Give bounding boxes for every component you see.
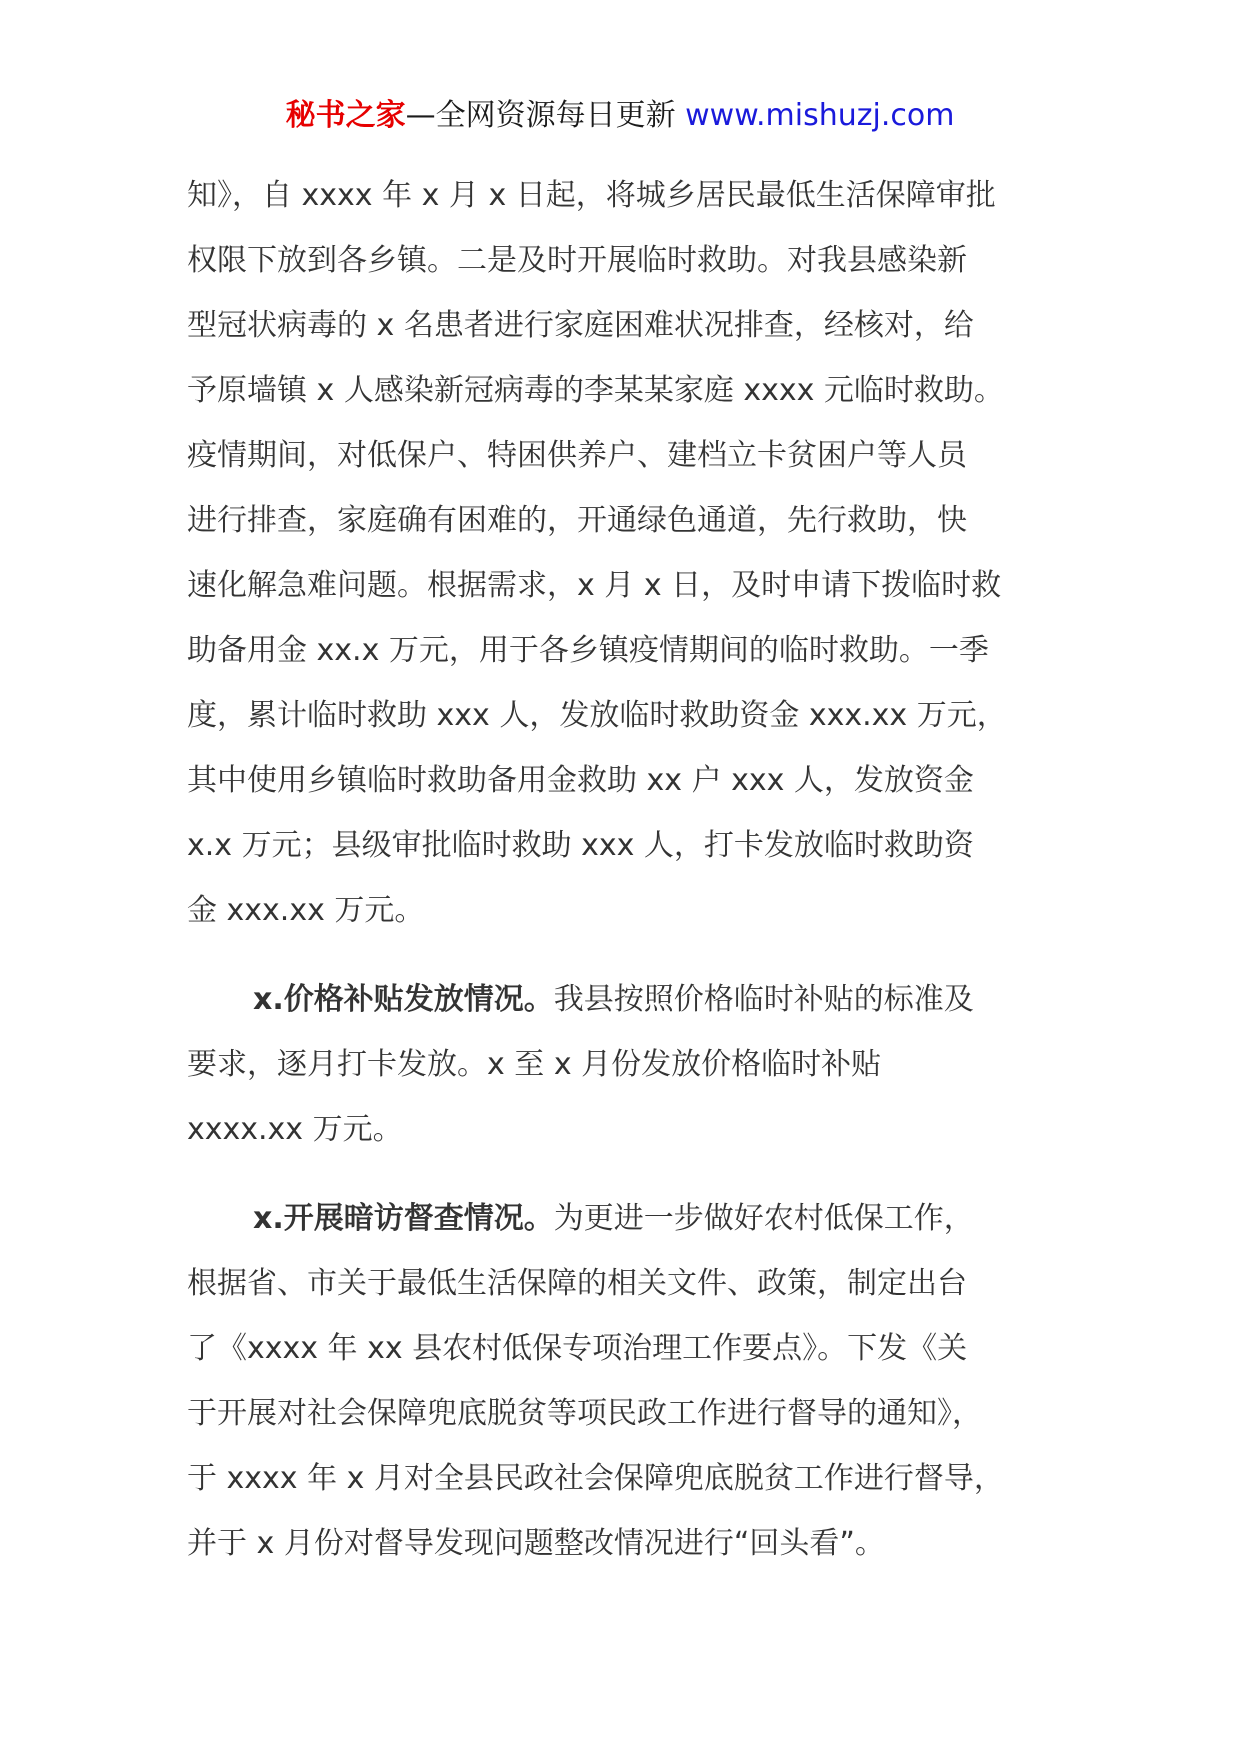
text-line: 予原墙镇 x 人感染新冠病毒的李某某家庭 xxxx 元临时救助。	[187, 373, 1004, 408]
text-line: 于开展对社会保障兜底脱贫等项民政工作进行督导的通知》，	[187, 1396, 982, 1431]
text-line: 了《xxxx 年 xx 县农村低保专项治理工作要点》。下发《关	[187, 1331, 968, 1366]
text-run: 为更进一步做好农村低保工作，	[553, 1201, 974, 1236]
text-line	[187, 1186, 1067, 1251]
text-line: 疫情期间，对低保户、特困供养户、建档立卡贫困户等人员	[187, 438, 967, 473]
text-line: 根据省、市关于最低生活保障的相关文件、政策，制定出台	[187, 1266, 967, 1301]
brand-name: 秘书之家	[285, 98, 406, 133]
paragraph-inspection	[187, 1186, 1067, 1576]
text-line: 并于 x 月份对督导发现问题整改情况进行“回头看”。	[187, 1526, 885, 1561]
paragraph-price-subsidy	[187, 967, 1067, 1162]
text-line: 助备用金 xx.x 万元，用于各乡镇疫情期间的临时救助。一季	[187, 633, 989, 668]
text-line: 于 xxxx 年 x 月对全县民政社会保障兜底脱贫工作进行督导，	[187, 1461, 1004, 1496]
text-line: 进行排查，家庭确有困难的，开通绿色通道，先行救助，快	[187, 503, 967, 538]
text-line: 金 xxx.xx 万元。	[187, 893, 425, 928]
text-line: x.x 万元；县级审批临时救助 xxx 人，打卡发放临时救助资	[187, 828, 974, 863]
text-line: 度，累计临时救助 xxx 人，发放临时救助资金 xxx.xx 万元，	[187, 698, 1007, 733]
text-line: 要求，逐月打卡发放。x 至 x 月份发放价格临时补贴	[187, 1047, 882, 1082]
page-header	[0, 96, 1240, 136]
text-line: 型冠状病毒的 x 名患者进行家庭困难状况排查，经核对，给	[187, 308, 974, 343]
site-url-link[interactable]: www.mishuzj.com	[685, 98, 955, 133]
text-line	[187, 967, 1067, 1032]
text-line: 权限下放到各乡镇。二是及时开展临时救助。对我县感染新	[187, 243, 967, 278]
text-line: 知》，自 xxxx 年 x 月 x 日起，将城乡居民最低生活保障审批	[187, 178, 996, 213]
header-slogan: —全网资源每日更新	[405, 98, 676, 133]
text-run: 我县按照价格临时补贴的标准及	[553, 982, 974, 1017]
text-line: xxxx.xx 万元。	[187, 1112, 403, 1147]
paragraph-relief	[187, 163, 1067, 943]
section-heading: x.开展暗访督查情况。	[253, 1201, 554, 1236]
text-line: 速化解急难问题。根据需求，x 月 x 日，及时申请下拨临时救	[187, 568, 1002, 603]
paragraph-spacer	[187, 1162, 1067, 1186]
paragraph-spacer	[187, 943, 1067, 967]
text-line: 其中使用乡镇临时救助备用金救助 xx 户 xxx 人，发放资金	[187, 763, 974, 798]
section-heading: x.价格补贴发放情况。	[253, 982, 554, 1017]
document-body	[187, 163, 1067, 1576]
